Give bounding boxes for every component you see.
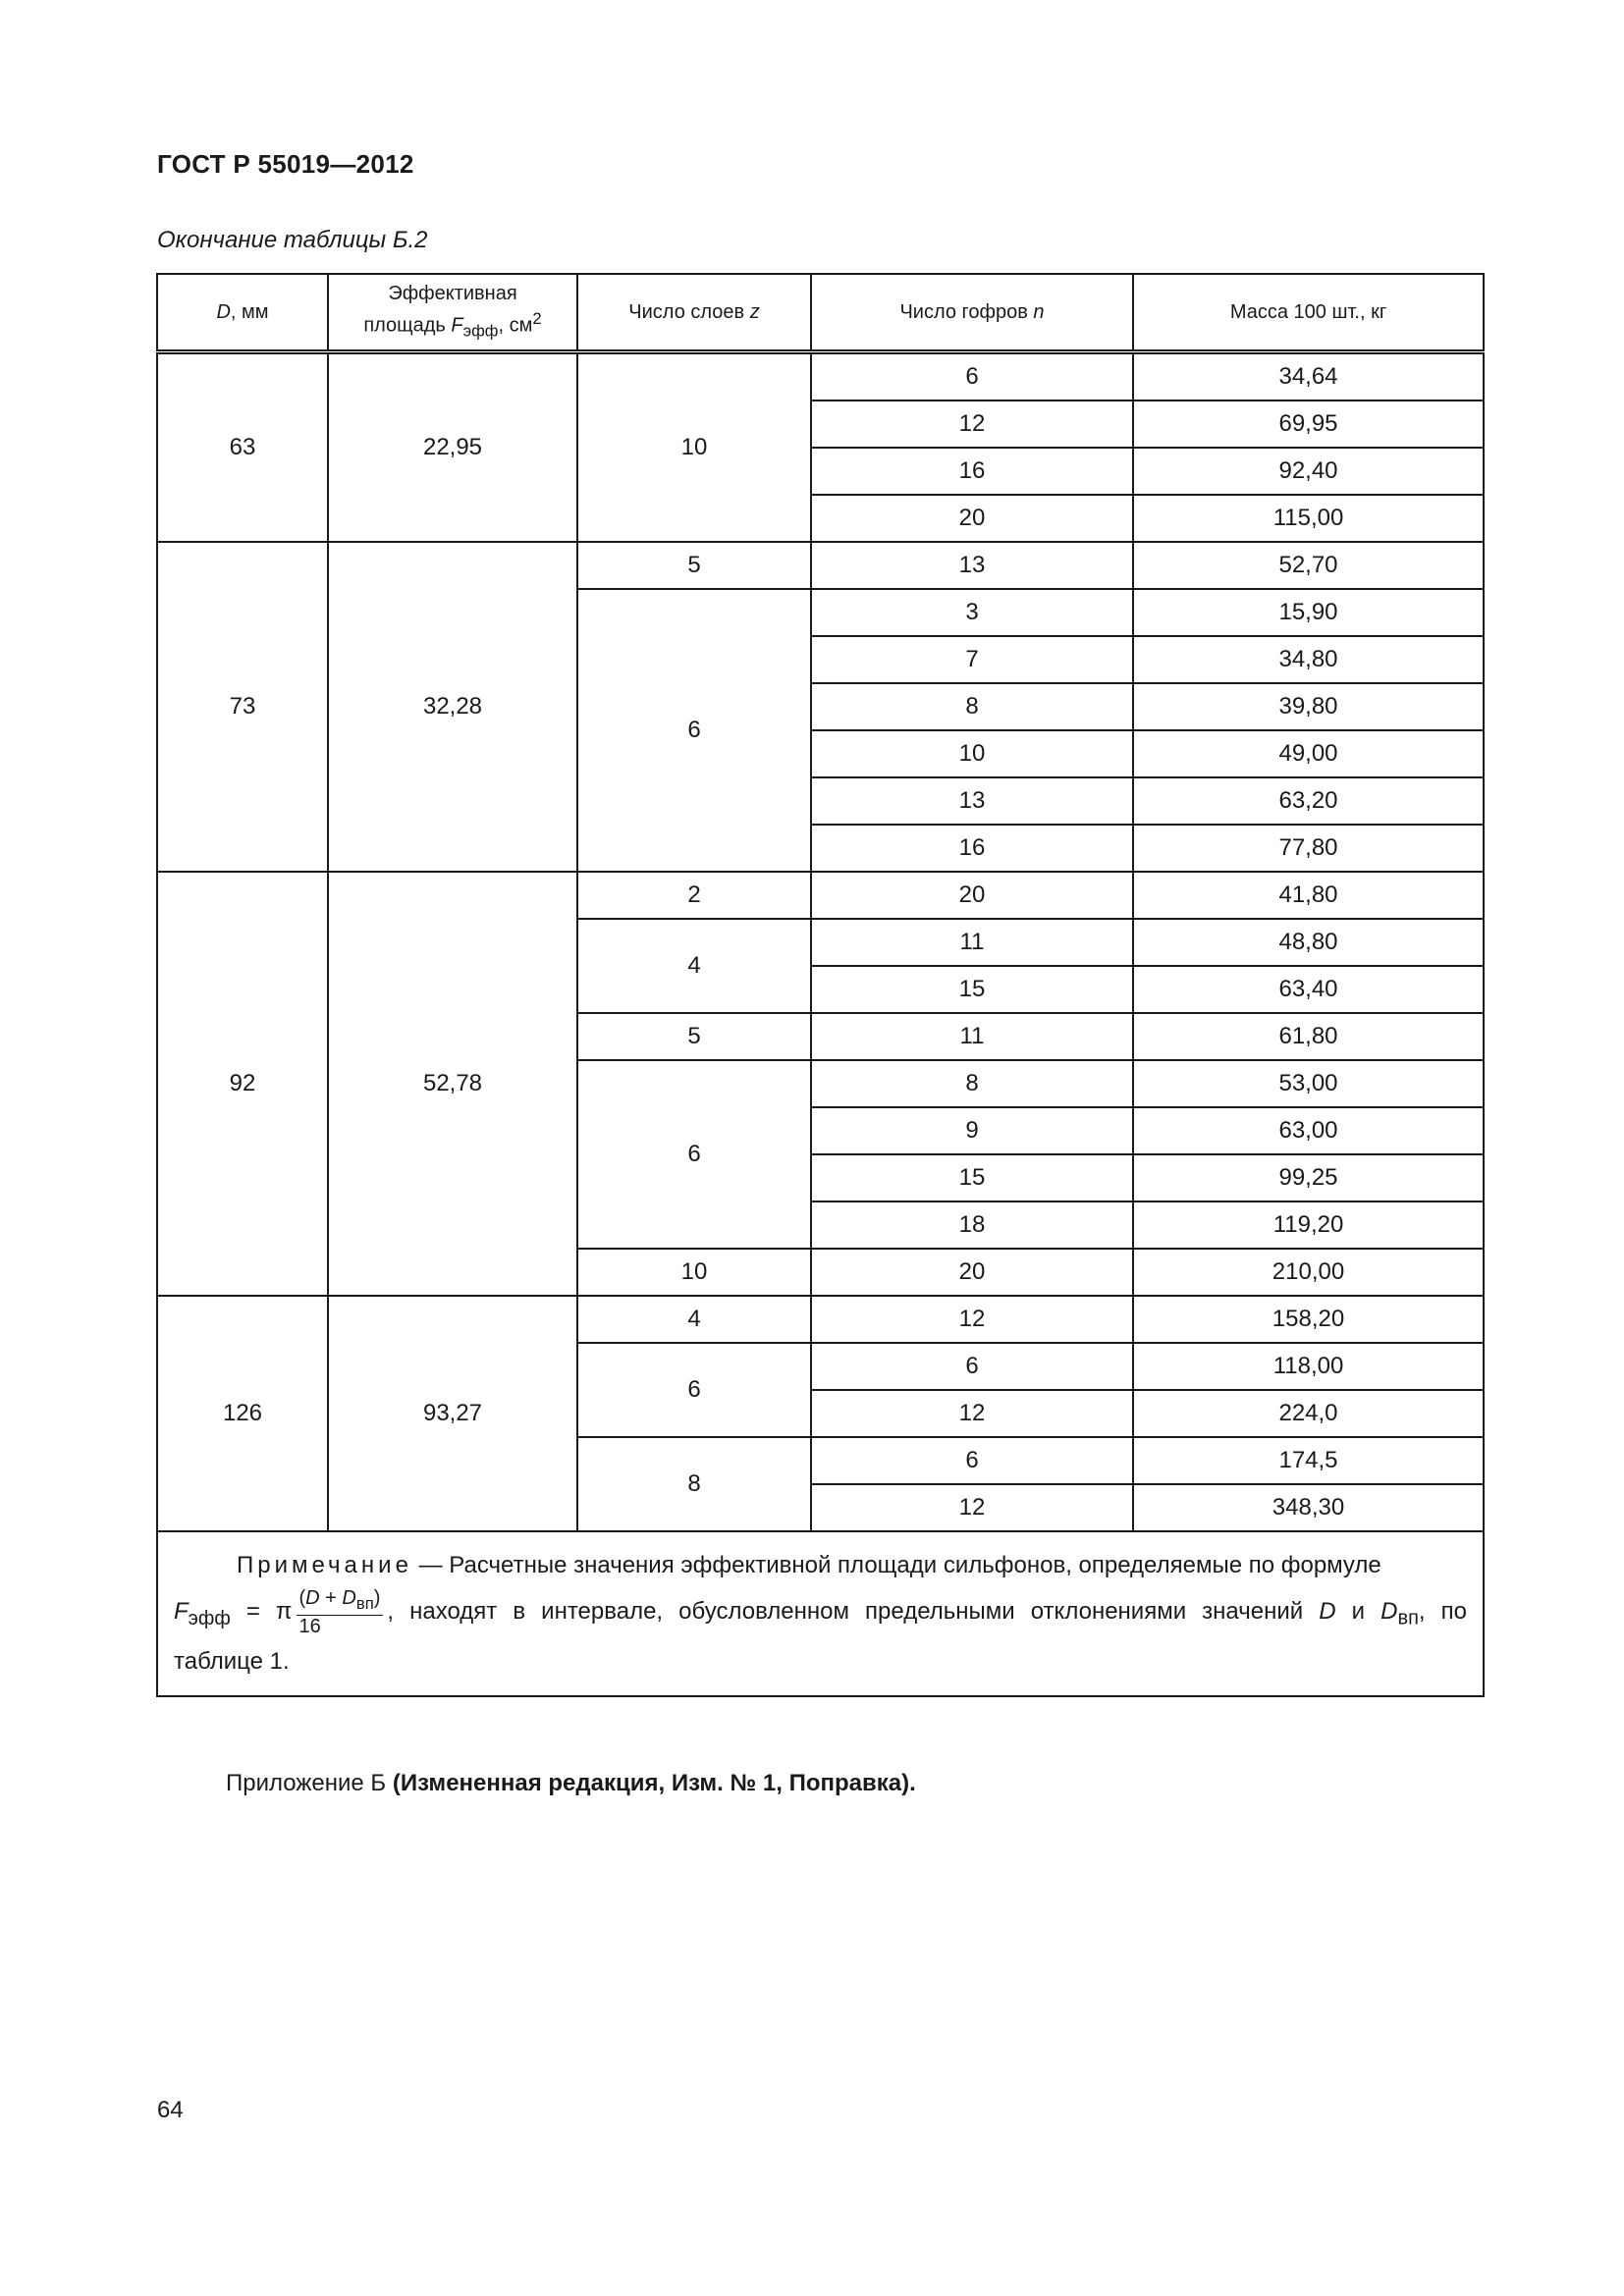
cell-mass: 63,20	[1133, 777, 1484, 825]
cell-area: 93,27	[328, 1296, 577, 1531]
document-header: ГОСТ Р 55019—2012	[157, 149, 414, 179]
cell-layers: 8	[577, 1437, 811, 1531]
cell-layers: 4	[577, 1296, 811, 1343]
cell-corrugations: 3	[811, 589, 1133, 636]
cell-corrugations: 12	[811, 1296, 1133, 1343]
table-note: Примечание — Расчетные значения эффективной площади сильфонов, определяемые по формуле $F_{эфф} = \pi$ $\frac{(D + D_{вп})}{16}$ , находят в интервале, обусловленном предельными отклонениями значений D и $D_{вп}$, по таблице 1.	[157, 1531, 1484, 1696]
data-table	[156, 273, 1485, 1697]
cell-mass: 39,80	[1133, 683, 1484, 730]
table-row	[157, 1296, 1484, 1343]
cell-mass: 115,00	[1133, 495, 1484, 542]
cell-layers: 5	[577, 1013, 811, 1060]
cell-mass: 49,00	[1133, 730, 1484, 777]
appendix-note: Приложение Б (Измененная редакция, Изм. № 1, Поправка).	[226, 1770, 916, 1796]
page-number: 64	[157, 2097, 184, 2123]
table-body	[157, 352, 1484, 1532]
cell-corrugations: 20	[811, 1249, 1133, 1296]
table-row	[157, 542, 1484, 589]
cell-area: 32,28	[328, 542, 577, 872]
cell-diameter: 92	[157, 872, 328, 1296]
cell-corrugations: 18	[811, 1201, 1133, 1249]
cell-layers: 2	[577, 872, 811, 919]
cell-corrugations: 13	[811, 777, 1133, 825]
cell-corrugations: 12	[811, 1390, 1133, 1437]
cell-mass: 224,0	[1133, 1390, 1484, 1437]
cell-area: 22,95	[328, 352, 577, 543]
cell-layers: 5	[577, 542, 811, 589]
cell-corrugations: 12	[811, 400, 1133, 448]
col-header-area: Эффективная площадь $F_{эфф}$, $см^2$	[328, 274, 577, 352]
cell-layers: 6	[577, 1343, 811, 1437]
cell-mass: 158,20	[1133, 1296, 1484, 1343]
cell-corrugations: 8	[811, 683, 1133, 730]
cell-corrugations: 11	[811, 1013, 1133, 1060]
col-header-diameter: D, мм	[157, 274, 328, 352]
cell-mass: 69,95	[1133, 400, 1484, 448]
cell-corrugations: 16	[811, 825, 1133, 872]
cell-corrugations: 6	[811, 1343, 1133, 1390]
cell-corrugations: 12	[811, 1484, 1133, 1531]
table-row	[157, 872, 1484, 919]
cell-mass: 63,40	[1133, 966, 1484, 1013]
cell-mass: 77,80	[1133, 825, 1484, 872]
cell-mass: 119,20	[1133, 1201, 1484, 1249]
cell-corrugations: 9	[811, 1107, 1133, 1154]
cell-layers: 6	[577, 589, 811, 872]
cell-mass: 63,00	[1133, 1107, 1484, 1154]
cell-mass: 99,25	[1133, 1154, 1484, 1201]
note-label: Примечание	[237, 1552, 412, 1578]
col-header-layers: Число слоев z	[577, 274, 811, 352]
cell-mass: 48,80	[1133, 919, 1484, 966]
cell-diameter: 63	[157, 352, 328, 543]
cell-mass: 41,80	[1133, 872, 1484, 919]
cell-mass: 92,40	[1133, 448, 1484, 495]
cell-corrugations: 8	[811, 1060, 1133, 1107]
cell-diameter: 126	[157, 1296, 328, 1531]
formula: $F_{эфф} = \pi$ $\frac{(D + D_{вп})}{16}$	[174, 1598, 387, 1625]
cell-corrugations: 15	[811, 966, 1133, 1013]
cell-layers: 10	[577, 352, 811, 543]
cell-layers: 10	[577, 1249, 811, 1296]
table-note-row	[157, 1531, 1484, 1696]
cell-mass: 348,30	[1133, 1484, 1484, 1531]
cell-mass: 53,00	[1133, 1060, 1484, 1107]
table-caption: Окончание таблицы Б.2	[157, 227, 428, 253]
cell-mass: 210,00	[1133, 1249, 1484, 1296]
cell-layers: 6	[577, 1060, 811, 1249]
cell-mass: 61,80	[1133, 1013, 1484, 1060]
cell-corrugations: 20	[811, 872, 1133, 919]
cell-mass: 118,00	[1133, 1343, 1484, 1390]
cell-area: 52,78	[328, 872, 577, 1296]
col-header-mass: Масса 100 шт., кг	[1133, 274, 1484, 352]
cell-layers: 4	[577, 919, 811, 1013]
table-header-row	[157, 274, 1484, 352]
col-header-corrugations: Число гофров n	[811, 274, 1133, 352]
cell-corrugations: 7	[811, 636, 1133, 683]
cell-diameter: 73	[157, 542, 328, 872]
cell-corrugations: 16	[811, 448, 1133, 495]
cell-corrugations: 10	[811, 730, 1133, 777]
table-row	[157, 352, 1484, 401]
cell-corrugations: 15	[811, 1154, 1133, 1201]
cell-mass: 34,64	[1133, 352, 1484, 401]
cell-corrugations: 11	[811, 919, 1133, 966]
cell-corrugations: 6	[811, 1437, 1133, 1484]
cell-corrugations: 6	[811, 352, 1133, 401]
cell-corrugations: 13	[811, 542, 1133, 589]
cell-mass: 52,70	[1133, 542, 1484, 589]
cell-mass: 15,90	[1133, 589, 1484, 636]
cell-mass: 174,5	[1133, 1437, 1484, 1484]
cell-mass: 34,80	[1133, 636, 1484, 683]
cell-corrugations: 20	[811, 495, 1133, 542]
